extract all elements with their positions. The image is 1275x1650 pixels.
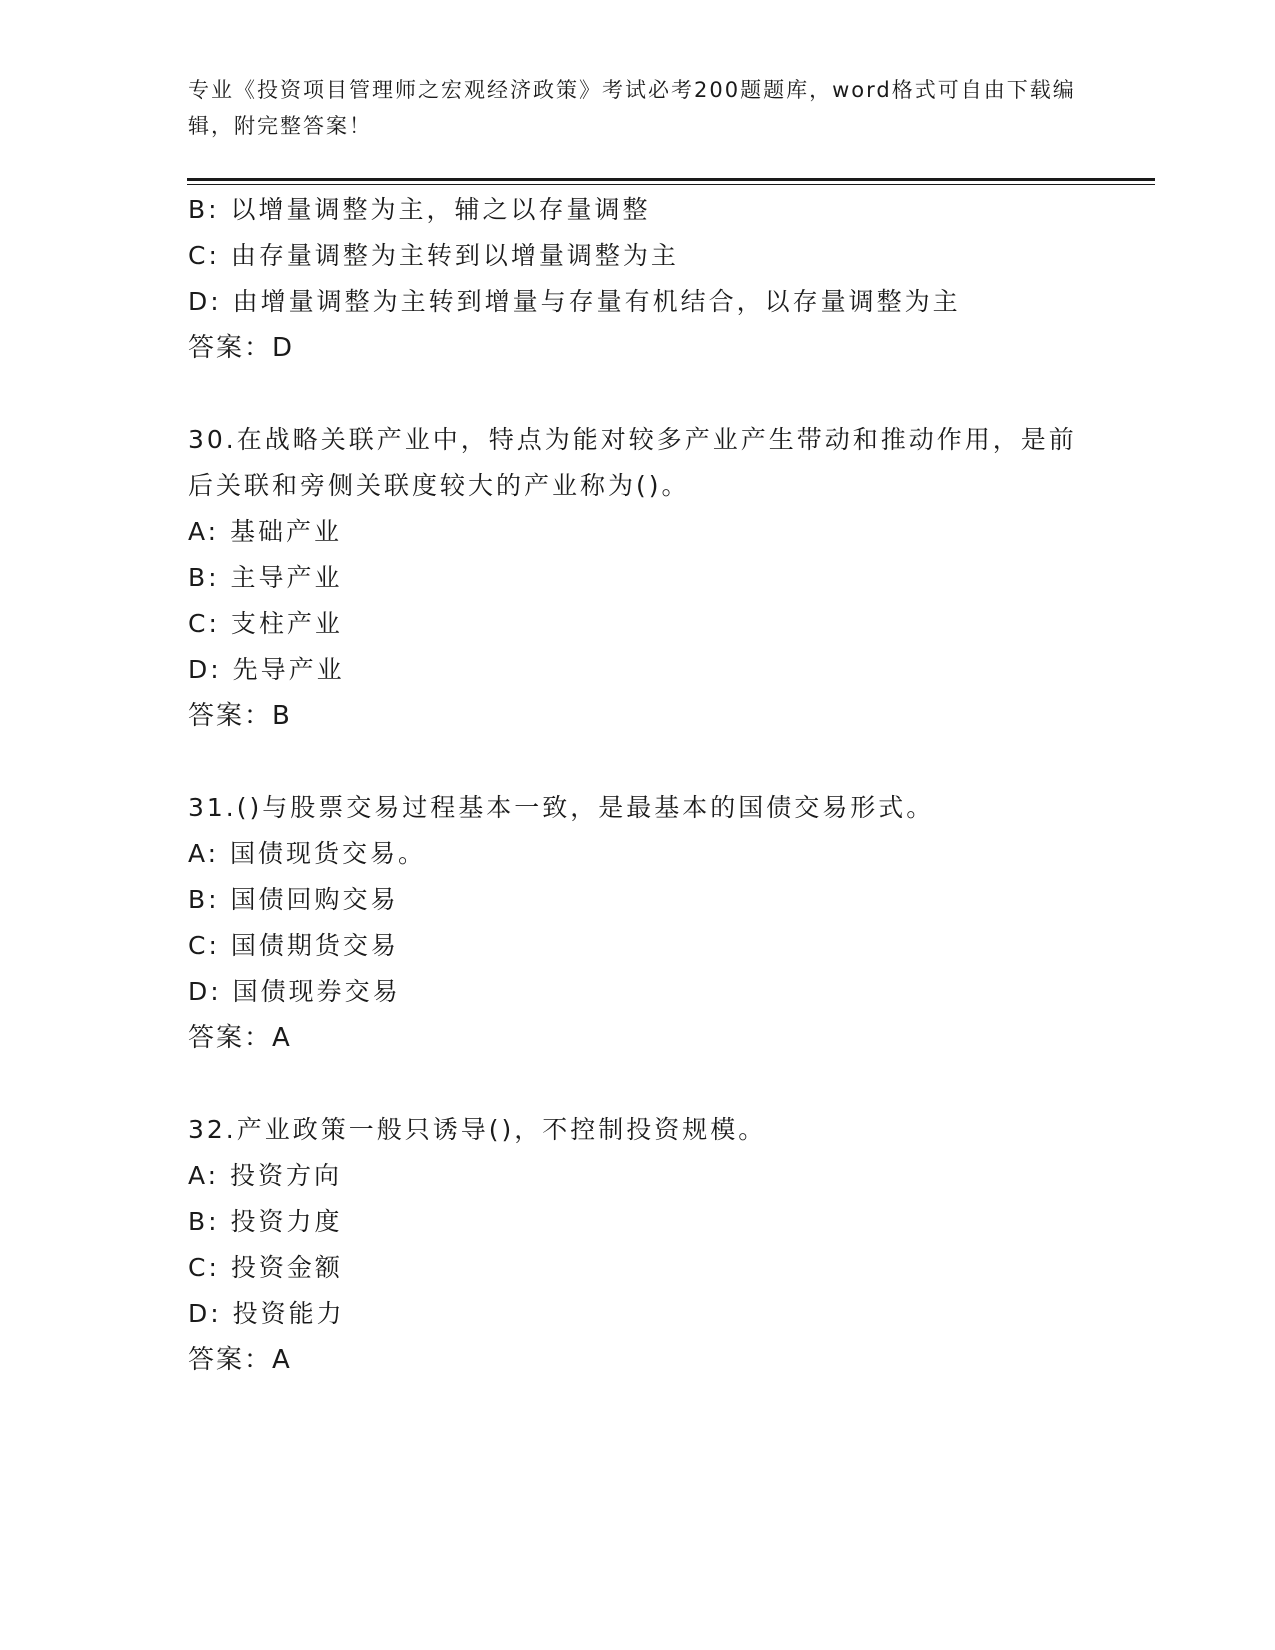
spacer — [188, 1061, 1088, 1107]
option-d: D: 国债现券交易 — [188, 977, 401, 1006]
spacer — [188, 739, 1088, 785]
question-30 — [188, 417, 1088, 739]
option-c: C: 投资金额 — [188, 1253, 343, 1282]
question-stem: 31.()与股票交易过程基本一致，是最基本的国债交易形式。 — [188, 793, 935, 822]
question-stem: 32.产业政策一般只诱导()，不控制投资规模。 — [188, 1115, 767, 1144]
spacer — [188, 371, 1088, 417]
option-c: C: 国债期货交易 — [188, 931, 399, 960]
header-rule-thick — [187, 178, 1155, 181]
question-list — [188, 187, 1088, 1383]
option-d: D: 投资能力 — [188, 1299, 345, 1328]
answer-line: 答案：D — [188, 333, 295, 363]
header-rule-thin — [187, 184, 1155, 185]
answer-line: 答案：A — [188, 1345, 292, 1375]
option-a: A: 国债现货交易。 — [188, 839, 427, 868]
option-c: C: 由存量调整为主转到以增量调整为主 — [188, 241, 679, 270]
document-header: 专业《投资项目管理师之宏观经济政策》考试必考200题题库，word格式可自由下载编辑，附完整答案！ — [188, 78, 1076, 138]
question-32 — [188, 1107, 1088, 1383]
option-d: D: 先导产业 — [188, 655, 345, 684]
option-c: C: 支柱产业 — [188, 609, 343, 638]
answer-line: 答案：B — [188, 701, 292, 731]
question-31 — [188, 785, 1088, 1061]
option-b: B: 主导产业 — [188, 563, 343, 592]
answer-line: 答案：A — [188, 1023, 292, 1053]
question-stem: 30.在战略关联产业中，特点为能对较多产业产生带动和推动作用，是前后关联和旁侧关联度较大的产业称为()。 — [188, 425, 1077, 500]
option-d: D: 由增量调整为主转到增量与存量有机结合，以存量调整为主 — [188, 287, 961, 316]
option-b: B: 国债回购交易 — [188, 885, 399, 914]
option-b: B: 投资力度 — [188, 1207, 343, 1236]
option-a: A: 投资方向 — [188, 1161, 343, 1190]
option-b: B: 以增量调整为主，辅之以存量调整 — [188, 195, 651, 224]
option-a: A: 基础产业 — [188, 517, 343, 546]
partial-question — [188, 187, 1088, 371]
